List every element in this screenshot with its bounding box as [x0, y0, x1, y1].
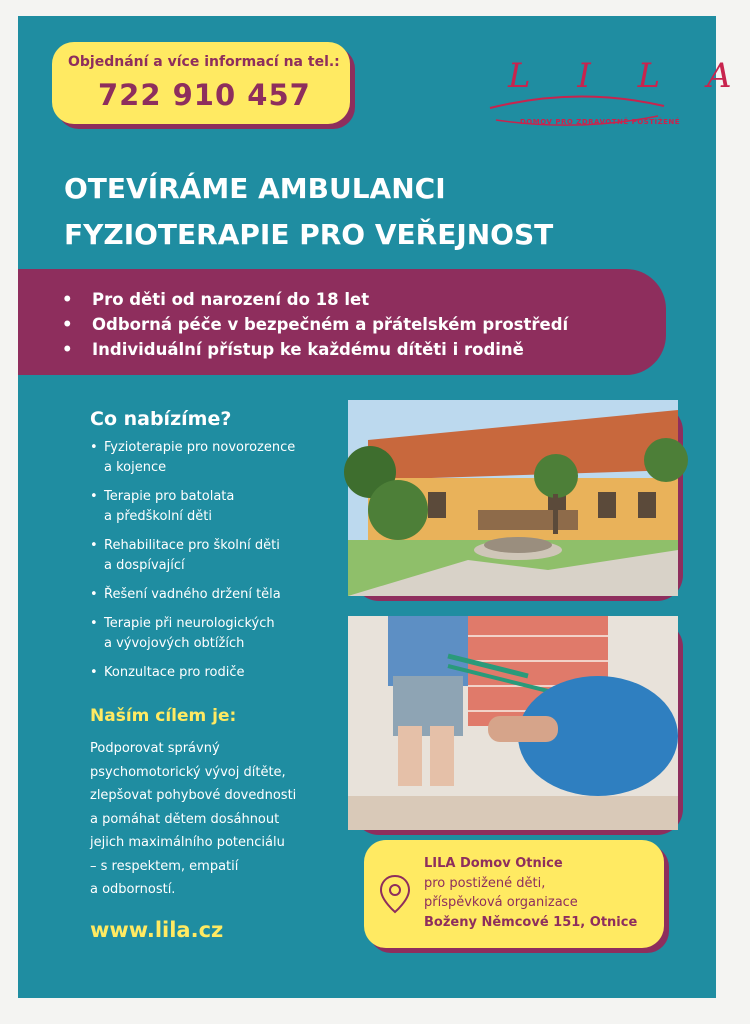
organization-name: LILA Domov Otnice	[424, 856, 563, 871]
page-title	[64, 166, 553, 258]
offer-item	[90, 614, 344, 654]
highlights-banner	[18, 269, 666, 375]
goal-line: – s respektem, empatií	[90, 858, 239, 874]
highlight-item: • Odborná péče v bezpečném a přátelském prostředí	[62, 312, 568, 337]
therapy-photo	[348, 616, 678, 830]
title-line-2: FYZIOTERAPIE PRO VEŘEJNOST	[64, 218, 554, 251]
location-pin-icon	[378, 874, 412, 914]
offer-line: a kojence	[104, 460, 167, 475]
goal-line: jejich maximálního potenciálu	[90, 835, 285, 850]
organization-form: příspěvková organizace	[424, 895, 578, 910]
offer-line: • Rehabilitace pro školní děti	[104, 538, 280, 553]
goal-line: psychomotorický vývoj dítěte,	[90, 764, 286, 780]
offer-item	[90, 536, 344, 576]
offers-title: Co nabízíme?	[90, 408, 232, 430]
title-line-1: OTEVÍRÁME AMBULANCI	[64, 172, 446, 205]
offer-line: • Terapie pro batolata	[104, 489, 235, 504]
lila-logo	[488, 56, 750, 136]
contact-label: Objednání a více informací na tel.:	[68, 54, 340, 70]
goal-title: Naším cílem je:	[90, 706, 237, 726]
offer-line: • Terapie při neurologických	[104, 616, 275, 631]
goal-text	[90, 737, 340, 902]
goal-line: zlepšovat pohybové dovednosti	[90, 788, 297, 803]
street-address: Boženy Němcové 151, Otnice	[424, 914, 638, 930]
organization-type: pro postižené děti,	[424, 875, 546, 891]
logo-name: L I L A	[508, 56, 750, 96]
offer-line: a předškolní děti	[104, 509, 213, 524]
offer-line: • Fyzioterapie pro novorozence	[104, 440, 296, 455]
offer-item	[90, 487, 344, 527]
offer-item	[90, 585, 344, 605]
offer-line: a dospívající	[104, 558, 185, 573]
offer-line: • Řešení vadného držení těla	[104, 587, 281, 602]
offer-item	[90, 663, 344, 683]
offer-item	[90, 438, 344, 478]
website-link[interactable]: www.lila.cz	[90, 918, 224, 942]
highlight-item: • Individuální přístup ke každému dítěti i rodině	[62, 337, 568, 362]
building-photo	[348, 400, 678, 596]
highlight-item: • Pro děti od narození do 18 let	[62, 287, 568, 312]
logo-tagline: DOMOV PRO ZDRAVOTNĚ POSTIŽENÉ	[520, 118, 681, 126]
offers-list	[90, 438, 344, 692]
offer-line: • Konzultace pro rodiče	[104, 665, 245, 680]
contact-box	[52, 42, 350, 124]
goal-line: a pomáhat dětem dosáhnout	[90, 811, 280, 827]
highlights-list	[62, 287, 568, 362]
address-box	[364, 840, 664, 948]
address-text	[424, 854, 637, 932]
offer-line: a vývojových obtížích	[104, 636, 245, 651]
goal-line: a odborností.	[90, 882, 176, 897]
poster	[18, 16, 750, 998]
goal-line: Podporovat správný	[90, 741, 220, 756]
phone-number[interactable]: 722 910 457	[98, 78, 311, 112]
